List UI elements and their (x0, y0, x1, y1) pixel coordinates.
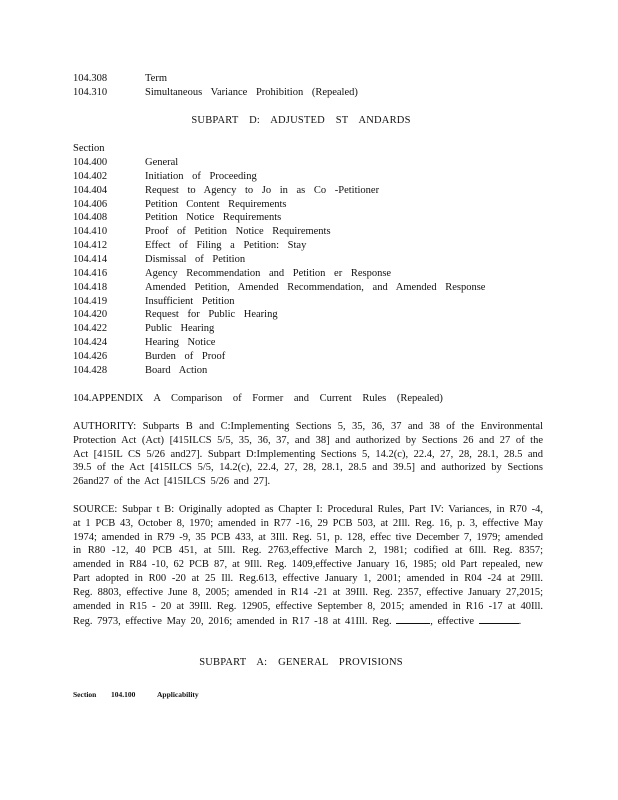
blank-line (479, 613, 519, 624)
authority-paragraph: AUTHORITY: Subparts B and C:Implementing Sections 5, 35, 36, 37 and 38 of the Environmental Protection Act (Act) [415ILCS 5/5, 35, 36, 37, and 38] and authorized by Sections 26 and 27 of the Act [415IL CS 5/26 and27]. Subpart D:Implementing Sections 5, 14.2(c), 22.4, 27, 28, 28.1, 28.5 and 39.5 of the Act [415ILCS 5/5, 14.2(c), 22.4, 27, 28, 28.1, 28.5 and 39.5] and authorized by Sections 26and27 of the Act [415ILCS 5/26 and 27]. (73, 421, 543, 488)
section-number: 104.410 (73, 226, 108, 238)
footer-section-number: 104.100 (111, 690, 136, 699)
section-number: 104.310 (73, 87, 108, 98)
section-number: 104.404 (73, 184, 108, 196)
section-title: Term (145, 73, 168, 84)
section-number: 104.308 (73, 73, 108, 84)
footer-section-title: Applicability (157, 690, 199, 699)
subpart-d-heading: SUBPART D: ADJUSTED ST ANDARDS (191, 115, 411, 126)
section-title: Agency Recommendation and Petition er Response (145, 267, 392, 279)
section-number: 104.400 (73, 157, 108, 168)
section-title: Effect of Filing a Petition: Stay (145, 240, 307, 252)
section-number: 104.426 (73, 350, 108, 362)
blank-line (396, 613, 430, 624)
section-number: 104.408 (73, 212, 108, 224)
section-number: 104.424 (73, 337, 108, 349)
subpart-a-heading: SUBPART A: GENERAL PROVISIONS (199, 657, 403, 668)
section-number: 104.406 (73, 198, 108, 210)
section-title: Petition Notice Requirements (145, 212, 282, 224)
section-label: Section (73, 143, 105, 154)
section-number: 104.420 (73, 309, 108, 321)
section-title: Board Action (145, 364, 208, 376)
section-title: Initiation of Proceeding (145, 170, 257, 182)
section-title: Burden of Proof (145, 350, 226, 362)
section-number: 104.402 (73, 170, 108, 182)
section-title: Insufficient Petition (145, 295, 235, 307)
section-number: 104.422 (73, 323, 108, 335)
source-text: SOURCE: Subpar t B: Originally adopted as Chapter I: Procedural Rules, Part IV: Variances, in R70 -4, at 1 PCB 43, October 8, 1970; amended in R77 -16, 29 PCB 503, at 2Ill. Reg. 16, p. 3, effective May 1974; amended in R79 -9, 35 PCB 433, at 3Ill. Reg. 51, p. 128, effec tive December 7, 1979; amended in R80 -12, 40 PCB 451, at 5Ill. Reg. 2763,effective March 2, 1981; codified at 6Ill. Reg. 8357; amended in R84 -10, 62 PCB 87, at 9Ill. Reg. 1409,effective January 16, 1985; old Part repealed, new Part adopted in R00 -20 at 25 Ill. Reg.613, effective January 1, 2001; amended in R04 -24 at 29Ill. Reg. 8803, effective June 8, 2005; amended in R14 -21 at 39Ill. Reg. 2357, effective January 27,2015; amended in R15 - 20 at 39Ill. Reg. 12905, effective September 8, 2015; amended in R16 -17 at 40Ill. Reg. 7973, effective May 20, 2016; amended in R17 -18 at 41Ill. Reg. (73, 504, 543, 628)
section-title: Public Hearing (145, 323, 215, 335)
appendix-entry: 104.APPENDIX A Comparison of Former and Current Rules (Repealed) (73, 393, 443, 404)
section-number: 104.414 (73, 253, 108, 265)
section-number: 104.418 (73, 281, 108, 293)
section-title: Proof of Petition Notice Requirements (145, 226, 331, 238)
section-title: General (145, 157, 179, 168)
section-title: Petition Content Requirements (145, 198, 287, 210)
section-number: 104.428 (73, 364, 108, 376)
section-title: Request to Agency to Jo in as Co -Petitioner (145, 184, 380, 196)
section-number: 104.416 (73, 267, 108, 279)
section-title: Request for Public Hearing (145, 309, 278, 321)
section-title: Amended Petition, Amended Recommendation, and Amended Response (145, 281, 486, 293)
section-number: 104.419 (73, 295, 108, 307)
section-title: Hearing Notice (145, 337, 216, 349)
section-title: Simultaneous Variance Prohibition (Repealed) (145, 87, 358, 98)
section-number: 104.412 (73, 240, 108, 252)
source-effective: effective (437, 616, 475, 628)
section-title: Dismissal of Petition (145, 253, 246, 265)
source-paragraph: SOURCE: Subpar t B: Originally adopted as Chapter I: Procedural Rules, Part IV: Variances, in R70 -4, at 1 PCB 43, October 8, 1970; amended in R77 -16, 29 PCB 503, at 2Ill. Reg. 16, p. 3, effective May 1974; amended in R79 -9, 35 PCB 433, at 3Ill. Reg. 51, p. 128, effec tive December 7, 1979; amended in R80 -12, 40 PCB 451, at 5Ill. Reg. 2763,effective March 2, 1981; codified at 6Ill. Reg. 8357; amended in R84 -10, 62 PCB 87, at 9Ill. Reg. 1409,effective January 16, 1985; old Part repealed, new Part adopted in R00 -20 at 25 Ill. Reg.613, effective January 1, 2001; amended in R04 -24 at 29Ill. Reg. 8803, effective June 8, 2005; amended in R14 -21 at 39Ill. Reg. 2357, effective January 27,2015; amended in R15 - 20 at 39Ill. Reg. 12905, effective September 8, 2015; amended in R16 -17 at 40Ill. Reg. 7973, effective May 20, 2016; amended in R17 -18 at 41Ill. Reg. , effective . (73, 504, 543, 628)
footer-section-label: Section (73, 690, 97, 699)
